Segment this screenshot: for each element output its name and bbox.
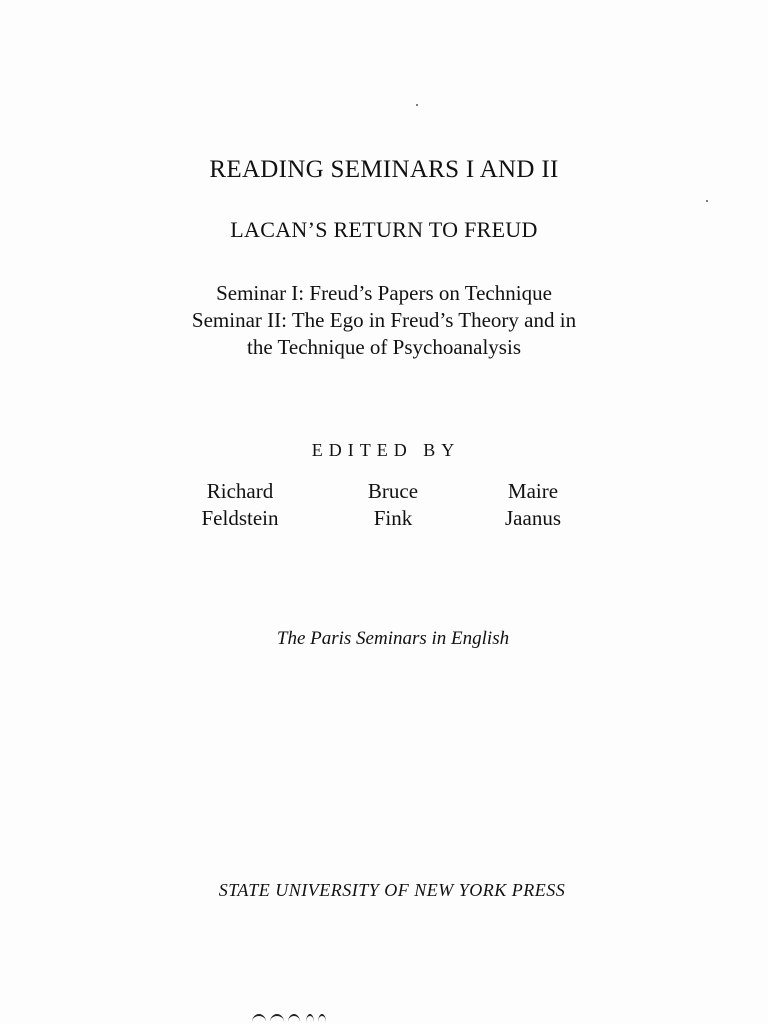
cropped-text-fragment [252, 1010, 392, 1024]
editor-last-name: Fink [373, 506, 413, 530]
seminar-list [0, 280, 768, 361]
seminar-line: Seminar II: The Ego in Freud’s Theory and in [191, 308, 577, 332]
editor [433, 478, 633, 532]
editor-last-name: Feldstein [201, 506, 279, 530]
seminar-line: the Technique of Psychoanalysis [246, 335, 521, 359]
editor-first-name: Bruce [367, 479, 419, 503]
seminar-line: Seminar I: Freud’s Papers on Technique [216, 281, 552, 305]
series-name: The Paris Seminars in English [276, 628, 510, 649]
editor-first-name: Richard [206, 479, 274, 503]
scan-speck [706, 200, 708, 202]
book-title: READING SEMINARS I AND II [209, 156, 559, 183]
publisher-name: STATE UNIVERSITY OF NEW YORK PRESS [218, 880, 566, 900]
book-subtitle: LACAN’S RETURN TO FREUD [230, 217, 538, 242]
edited-by-label: EDITED BY [311, 440, 461, 460]
editor-first-name: Maire [507, 479, 559, 503]
scan-speck [416, 104, 418, 106]
editor-last-name: Jaanus [505, 506, 561, 530]
